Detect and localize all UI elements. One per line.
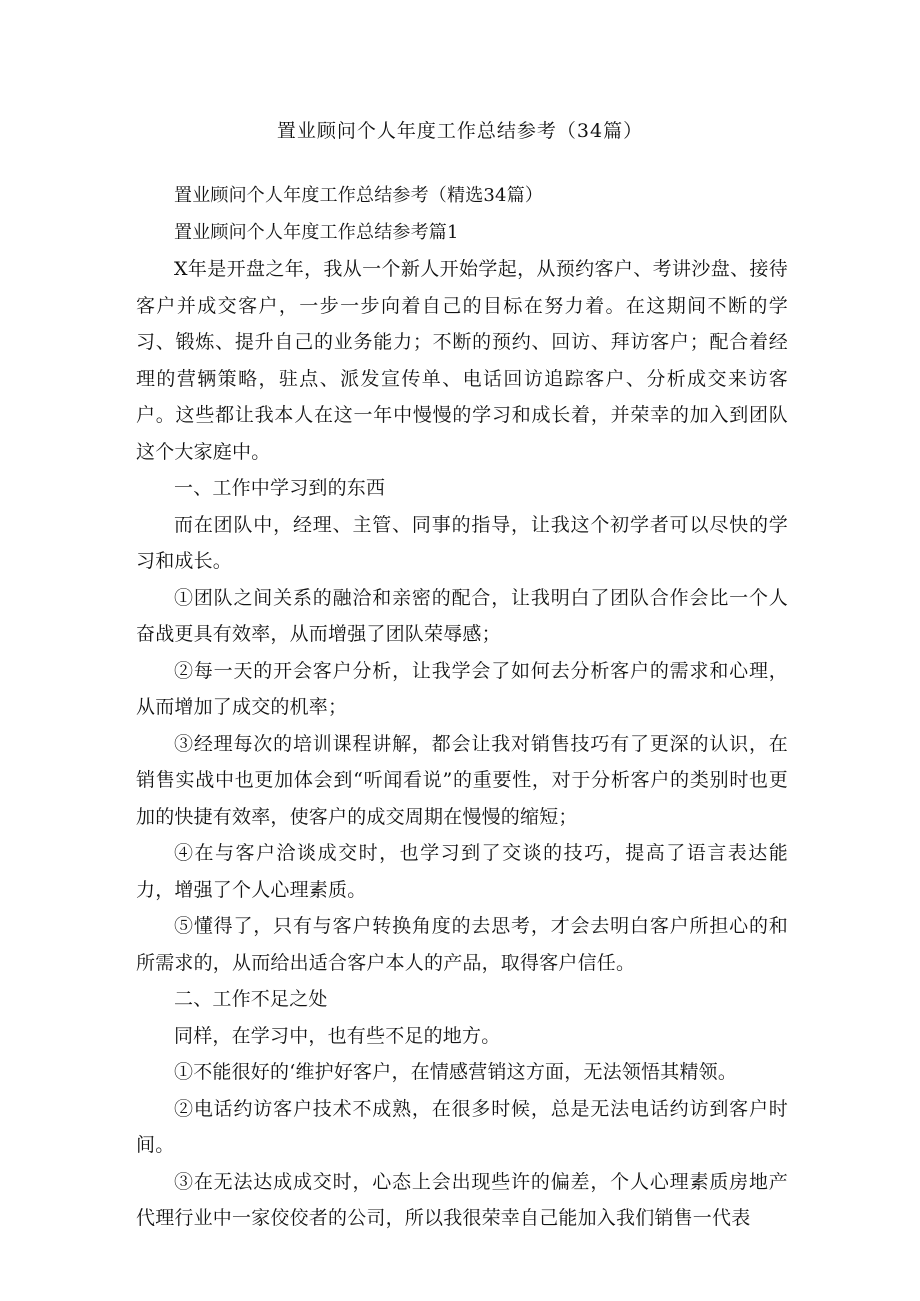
paragraph: X年是开盘之年，我从一个新人开始学起，从预约客户、考讲沙盘、接待客户并成交客户，一步一步向着自己的目标在努力着。在这期间不断的学习、锻炼、提升自己的业务能力；不断的预约、回访、拜访客户；配合着经理的营辆策略，驻点、派发宣传单、电话回访追踪客户、分析成交来访客户。这些都让我本人在这一年中慢慢的学习和成长着，并荣幸的加入到团队这个大家庭中。 <box>136 258 788 463</box>
paragraph: 置业顾问个人年度工作总结参考篇1 <box>174 221 459 243</box>
paragraph: ②每一天的开会客户分析，让我学会了如何去分析客户的需求和心理，从而增加了成交的机率； <box>136 659 788 718</box>
document-title: 置业顾问个人年度工作总结参考（34篇） <box>276 120 644 142</box>
paragraph: ⑤懂得了，只有与客户转换角度的去思考，才会去明白客户所担心的和所需求的，从而给出适合客户本人的产品，取得客户信任。 <box>136 915 788 974</box>
paragraph: ①不能很好的‘维护好客户，在情感营销这方面，无法领悟其精领。 <box>174 1061 738 1083</box>
paragraph: ④在与客户洽谈成交时，也学习到了交谈的技巧，提高了语言表达能力，增强了个人心理素质。 <box>136 842 788 901</box>
paragraph: 置业顾问个人年度工作总结参考（精选34篇） <box>174 185 544 206</box>
document-body <box>136 178 788 1237</box>
paragraph: ③经理每次的培训课程讲解，都会让我对销售技巧有了更深的认识，在销售实战中也更加体会到“听闻看说”的重要性，对于分析客户的类别时也更加的快捷有效率，使客户的成交周期在慢慢的缩短； <box>136 732 788 828</box>
paragraph: ②电话约访客户技术不成熟，在很多时候，总是无法电话约访到客户时间。 <box>136 1097 788 1156</box>
paragraph: 同样，在学习中，也有些不足的地方。 <box>174 1024 501 1047</box>
paragraph: 而在团队中，经理、主管、同事的指导，让我这个初学者可以尽快的学习和成长。 <box>136 513 788 572</box>
paragraph: ①团队之间关系的融洽和亲密的配合，让我明白了团队合作会比一个人奋战更具有效率，从而增强了团队荣辱感； <box>136 586 788 645</box>
paragraph: 一、工作中学习到的东西 <box>174 477 386 499</box>
paragraph: 二、工作不足之处 <box>174 988 328 1010</box>
paragraph: ③在无法达成成交时，心态上会出现些许的偏差，个人心理素质房地产代理行业中一家佼佼者的公司，所以我很荣幸自己能加入我们销售一代表 <box>136 1170 788 1229</box>
